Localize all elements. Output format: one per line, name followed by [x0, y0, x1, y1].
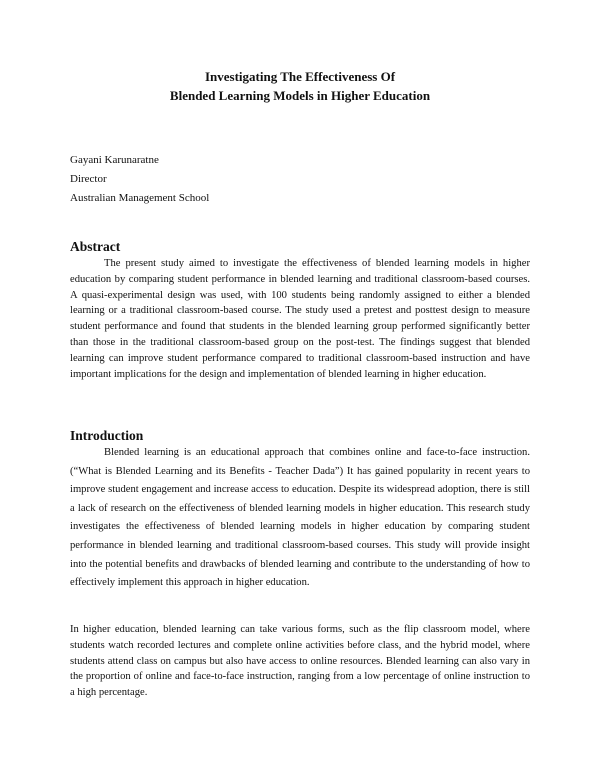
author-block [70, 151, 209, 208]
author-affiliation: Australian Management School [70, 192, 210, 204]
introduction-paragraph-2: In higher education, blended learning can take various forms, such as the flip classroom model, where students watch recorded lectures and complete online activities before class, and the hybrid model, where students attend class on campus but also have access to online resources. Blended learning can also vary in the proportion of online and face-to-face instruction, ranging from a low percentage of online instruction to a high percentage. [70, 624, 530, 699]
author-role: Director [70, 173, 107, 185]
abstract-paragraph: The present study aimed to investigate the effectiveness of blended learning models in higher education by comparing student performance in blended learning and traditional classroom-based courses. A quasi-experimental design was used, with 100 students being randomly assigned to either a blended learning or a traditional classroom-based course. The study used a pretest and posttest design to measure student performance and found that students in the blended learning group performed significantly better than those in the traditional classroom-based group on the post-test. The findings suggest that blended learning can improve student performance compared to traditional classroom-based instruction and have important implications for the design and implementation of blended learning in higher education. [70, 258, 530, 380]
introduction-paragraph-1: Blended learning is an educational approach that combines online and face-to-face instruction. (“What is Blended Learning and its Benefits - Teacher Dada”) It has gained popularity in recent years to improve student engagement and increase access to education. Despite its widespread adoption, there is still a lack of research on the effectiveness of blended learning models in higher education. This research study investigates the effectiveness of blended learning models in higher education by comparing student performance in blended learning and traditional classroom-based courses. This study will provide insight into the potential benefits and drawbacks of blended learning and contribute to the understanding of how to effectively implement this approach in higher education. [70, 447, 530, 589]
title-line-2: Blended Learning Models in Higher Education [169, 88, 431, 103]
abstract-heading: Abstract [70, 239, 121, 254]
title-line-1: Investigating The Effectiveness Of [204, 69, 396, 84]
author-name: Gayani Karunaratne [70, 154, 159, 166]
paper-title [0, 67, 600, 105]
introduction-heading: Introduction [70, 428, 144, 443]
